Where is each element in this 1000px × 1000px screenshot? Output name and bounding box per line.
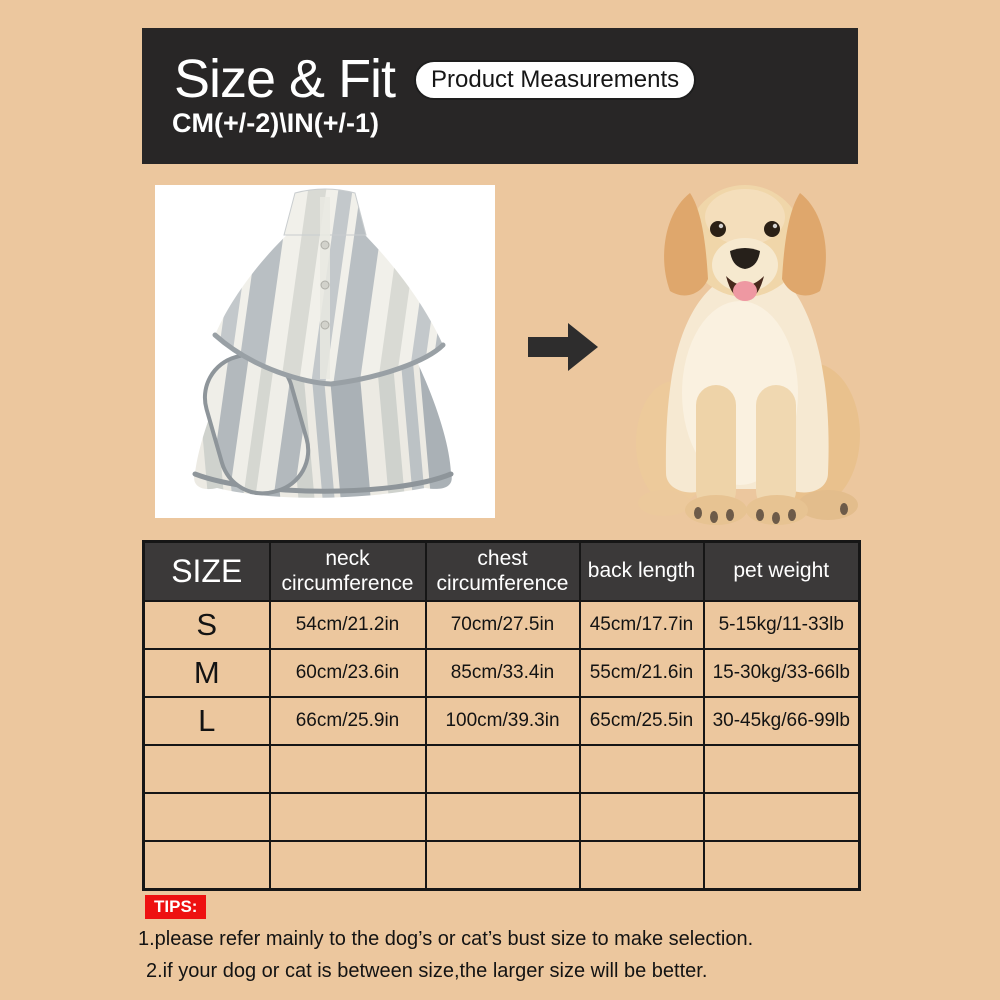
cell-back — [580, 745, 704, 793]
right-arrow-icon — [528, 322, 600, 372]
cell-chest: 100cm/39.3in — [426, 697, 580, 745]
cell-chest — [426, 745, 580, 793]
pet-bathrobe-illustration — [155, 185, 495, 518]
cell-chest — [426, 793, 580, 841]
cell-weight: 15-30kg/33-66lb — [704, 649, 860, 697]
col-header-chest: chest circumference — [426, 542, 580, 602]
cell-size — [144, 745, 270, 793]
cell-neck — [270, 841, 426, 890]
dog-image — [636, 173, 860, 531]
cell-size: S — [144, 601, 270, 649]
header-banner — [142, 28, 858, 164]
tips-badge: TIPS: — [145, 895, 206, 919]
cell-chest: 85cm/33.4in — [426, 649, 580, 697]
cell-neck: 54cm/21.2in — [270, 601, 426, 649]
cell-neck: 66cm/25.9in — [270, 697, 426, 745]
cell-weight: 5-15kg/11-33lb — [704, 601, 860, 649]
cell-back: 45cm/17.7in — [580, 601, 704, 649]
col-header-size: SIZE — [144, 542, 270, 602]
tip-line-1: 1.please refer mainly to the dog’s or cat’s bust size to make selection. — [138, 928, 754, 950]
cell-back: 55cm/21.6in — [580, 649, 704, 697]
cell-size — [144, 793, 270, 841]
cell-chest: 70cm/27.5in — [426, 601, 580, 649]
product-image — [155, 185, 495, 518]
cell-weight — [704, 793, 860, 841]
size-chart-table — [142, 540, 861, 891]
golden-retriever-puppy-illustration — [636, 173, 860, 531]
cell-weight: 30-45kg/66-99lb — [704, 697, 860, 745]
table-header-row — [144, 542, 860, 602]
table-row-empty — [144, 841, 860, 890]
tolerance-note: CM(+/-2)\IN(+/-1) — [172, 108, 380, 138]
col-header-back-length: back length — [580, 542, 704, 602]
table-row-l — [144, 697, 860, 745]
col-header-neck: neck circumference — [270, 542, 426, 602]
cell-back — [580, 793, 704, 841]
col-header-pet-weight: pet weight — [704, 542, 860, 602]
cell-size — [144, 841, 270, 890]
table-row-s — [144, 601, 860, 649]
cell-weight — [704, 841, 860, 890]
product-measurements-badge: Product Measurements — [414, 60, 696, 100]
cell-chest — [426, 841, 580, 890]
table-row-m — [144, 649, 860, 697]
table-row-empty — [144, 745, 860, 793]
tip-line-2: 2.if your dog or cat is between size,the larger size will be better. — [146, 960, 708, 982]
page-title: Size & Fit — [174, 49, 396, 109]
table-row-empty — [144, 793, 860, 841]
cell-size: M — [144, 649, 270, 697]
cell-neck — [270, 745, 426, 793]
cell-back: 65cm/25.5in — [580, 697, 704, 745]
cell-size: L — [144, 697, 270, 745]
cell-back — [580, 841, 704, 890]
cell-weight — [704, 745, 860, 793]
cell-neck: 60cm/23.6in — [270, 649, 426, 697]
cell-neck — [270, 793, 426, 841]
